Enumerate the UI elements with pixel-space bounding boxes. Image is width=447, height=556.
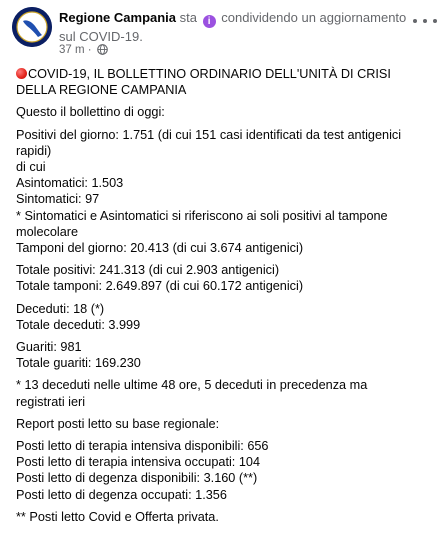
verb-text: sta bbox=[179, 10, 197, 25]
activity-text: condividendo un aggiornamento sul COVID-19. bbox=[59, 10, 407, 44]
post-text-line: Positivi del giorno: 1.751 (di cui 151 casi identificati da test antigenici bbox=[16, 127, 402, 142]
post-text-line: Guariti: 981 bbox=[16, 340, 82, 355]
post-text-line: Totale guariti: 169.230 bbox=[16, 356, 141, 371]
post-text-line: di cui bbox=[16, 160, 46, 175]
meta-separator: · bbox=[87, 44, 92, 56]
post-text-line: molecolare bbox=[16, 224, 79, 239]
post-text-line: Posti letto di terapia intensiva occupati: 104 bbox=[16, 455, 261, 470]
post-body bbox=[16, 66, 435, 525]
post-text-line: Posti letto di terapia intensiva disponibili: 656 bbox=[16, 439, 269, 454]
post-text-line: Questo il bollettino di oggi: bbox=[16, 105, 165, 120]
post-text-line: Totale deceduti: 3.999 bbox=[16, 317, 141, 332]
post-text-line: * 13 deceduti nelle ultime 48 ore, 5 deceduti in precedenza ma bbox=[16, 378, 368, 393]
dot-icon bbox=[433, 19, 437, 23]
globe-icon bbox=[97, 44, 108, 55]
post-text-line: registrati ieri bbox=[16, 394, 86, 409]
post-text-line: * Sintomatici e Asintomatici si riferiscono ai soli positivi al tampone bbox=[16, 208, 388, 223]
post-text-line: Report posti letto su base regionale: bbox=[16, 416, 220, 431]
red-circle-icon bbox=[16, 68, 27, 79]
post-header bbox=[12, 7, 439, 59]
post-text-line: ** Posti letto Covid e Offerta privata. bbox=[16, 509, 219, 524]
post-header-text bbox=[59, 9, 409, 45]
post-meta bbox=[59, 44, 108, 56]
post-text-line: Deceduti: 18 (*) bbox=[16, 301, 105, 316]
post-title-line bbox=[16, 66, 435, 82]
dot-icon bbox=[413, 19, 417, 23]
dot-icon bbox=[423, 19, 427, 23]
post-text-line: Tamponi del giorno: 20.413 (di cui 3.674 antigenici) bbox=[16, 241, 304, 256]
post-text-line: Totale positivi: 241.313 (di cui 2.903 antigenici) bbox=[16, 263, 280, 278]
page-name-link[interactable]: Regione Campania bbox=[59, 10, 177, 25]
post-text-line: Asintomatici: 1.503 bbox=[16, 176, 124, 191]
post-text-line: Posti letto di degenza disponibili: 3.160 (**) bbox=[16, 471, 258, 486]
post-text-line: Totale tamponi: 2.649.897 (di cui 60.172 antigenici) bbox=[16, 279, 304, 294]
post-title-line: DELLA REGIONE CAMPANIA bbox=[16, 83, 187, 98]
page-avatar[interactable] bbox=[12, 7, 52, 47]
post-text-line: Posti letto di degenza occupati: 1.356 bbox=[16, 487, 227, 502]
post-text: COVID-19, IL BOLLETTINO ORDINARIO DELL'UNITÀ DI CRISI bbox=[28, 67, 391, 81]
timestamp-link[interactable]: 37 m bbox=[59, 44, 85, 56]
post-text-line: rapidi) bbox=[16, 143, 52, 158]
more-options-button[interactable] bbox=[413, 13, 437, 29]
post-text-line: Sintomatici: 97 bbox=[16, 192, 100, 207]
regione-campania-logo-icon bbox=[12, 7, 52, 47]
info-icon: i bbox=[203, 15, 216, 28]
